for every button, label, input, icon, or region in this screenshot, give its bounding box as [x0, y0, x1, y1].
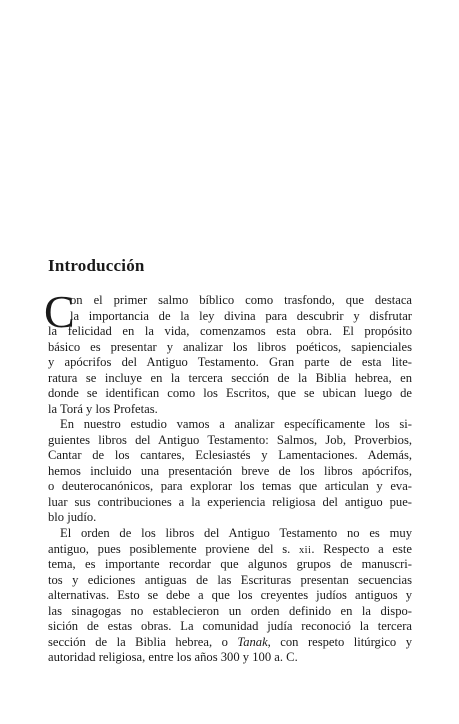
- paragraph-line: guientes libros del Antiguo Testamento: Salmos, Job, Proverbios,: [48, 432, 412, 447]
- paragraph-line: sección de la Biblia hebrea, o Tanak, con respeto litúrgico y: [48, 634, 412, 649]
- paragraph-line: on el primer salmo bíblico como trasfondo, que destaca: [70, 293, 412, 307]
- paragraph-line: hemos incluido una presentación breve de los libros apócrifos,: [48, 463, 412, 478]
- section-heading: Introducción: [48, 256, 145, 275]
- paragraph-line: la importancia de la ley divina para descubrir y disfrutar: [70, 308, 412, 323]
- drop-cap: C: [44, 286, 75, 337]
- paragraph-line: antiguo, pues posiblemente proviene del s. xii. Respecto a este: [48, 541, 412, 556]
- paragraph-line: Cantar de los cantares, Eclesiastés y Lamentaciones. Además,: [48, 448, 412, 462]
- paragraph-line: básico es presentar y analizar los libros poéticos, sapienciales: [48, 339, 412, 354]
- paragraph-line: y apócrifos del Antiguo Testamento. Gran parte de esta lite-: [48, 355, 412, 369]
- paragraph-line: la Torá y los Profetas.: [48, 401, 158, 416]
- paragraph-line: El orden de los libros del Antiguo Testamento no es muy: [60, 526, 412, 540]
- paragraph-line: luar sus contribuciones a la experiencia religiosa del antiguo pue-: [48, 494, 412, 509]
- paragraph-line: En nuestro estudio vamos a analizar específicamente los si-: [60, 417, 412, 431]
- paragraph-1: [48, 293, 412, 417]
- paragraph-line: sición de estas obras. La comunidad judía reconoció la tercera: [48, 619, 412, 633]
- paragraph-line: ratura se incluye en la tercera sección de la Biblia hebrea, en: [48, 370, 412, 385]
- paragraph-line: autoridad religiosa, entre los años 300 y 100 a. C.: [48, 650, 298, 664]
- paragraph-line: donde se identifican como los Escritos, que se ubican luego de: [48, 386, 412, 400]
- paragraph-line: tos y ediciones antiguas de las Escrituras presentan secuencias: [48, 572, 412, 587]
- paragraph-line: alternativas. Esto se debe a que los creyentes judíos antiguos y: [48, 588, 412, 602]
- small-caps-century: xii: [299, 544, 312, 556]
- paragraph-line: la felicidad en la vida, comenzamos esta obra. El propósito: [48, 324, 412, 338]
- paragraph-line: blo judío.: [48, 510, 97, 524]
- italic-term: Tanak: [237, 634, 268, 649]
- paragraph-3: [48, 526, 412, 666]
- paragraph-line: o deuterocanónicos, para explorar los temas que articulan y eva-: [48, 479, 412, 493]
- paragraph-2: [48, 417, 412, 526]
- paragraph-line: las sinagogas no establecieron un orden definido en la dispo-: [48, 603, 412, 618]
- paragraph-line: tema, es importante recordar que algunos grupos de manuscri-: [48, 557, 412, 571]
